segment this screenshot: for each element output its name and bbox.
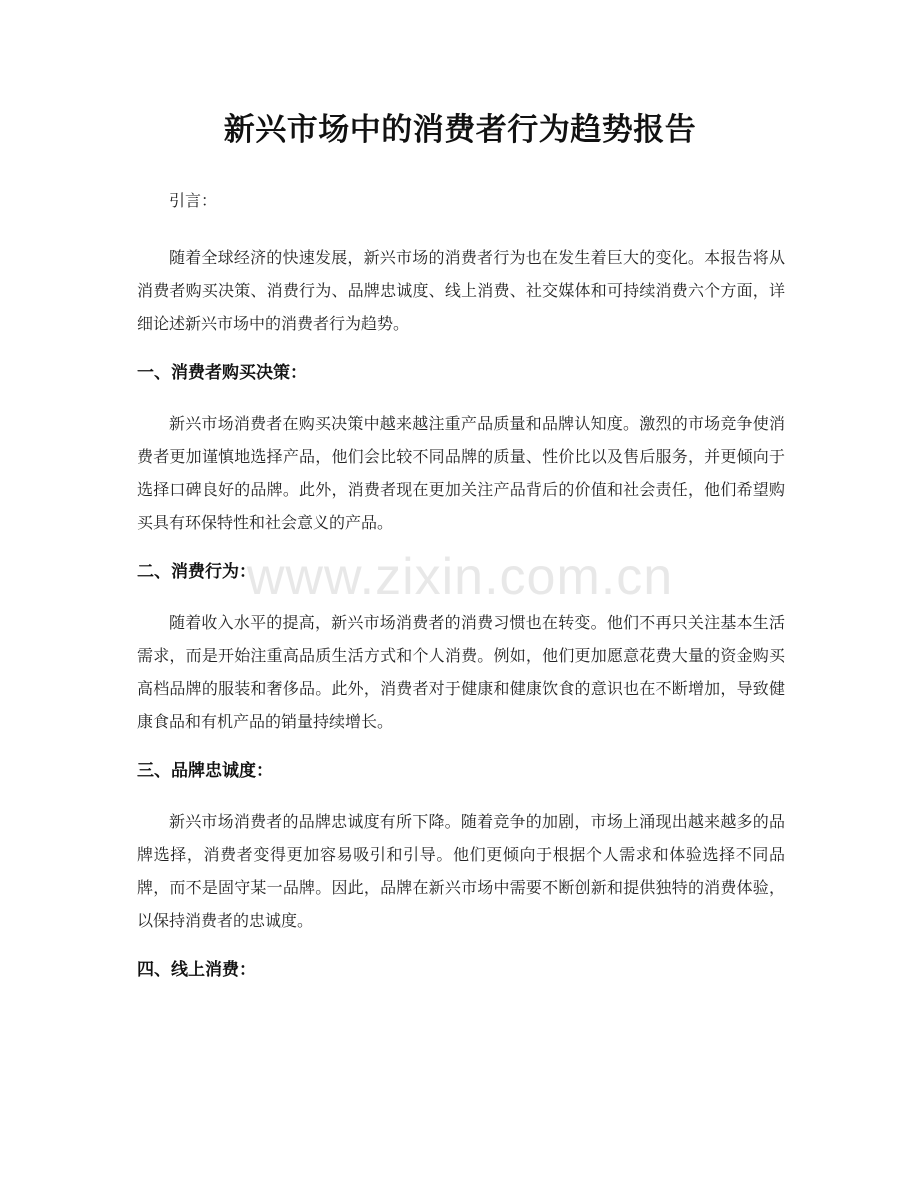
section-body-1: 新兴市场消费者在购买决策中越来越注重产品质量和品牌认知度。激烈的市场竞争使消费者更加谨慎地选择产品，他们会比较不同品牌的质量、性价比以及售后服务，并更倾向于选择口碑良好的品牌。此外，消费者现在更加关注产品背后的价值和社会责任，他们希望购买具有环保特性和社会意义的产品。 xyxy=(137,414,785,532)
section-heading-2: 二、消费行为： xyxy=(137,562,256,582)
section-body-2: 随着收入水平的提高，新兴市场消费者的消费习惯也在转变。他们不再只关注基本生活需求，而是开始注重高品质生活方式和个人消费。例如，他们更加愿意花费大量的资金购买高档品牌的服装和奢侈品。此外，消费者对于健康和健康饮食的意识也在不断增加，导致健康食品和有机产品的销量持续增长。 xyxy=(137,613,785,731)
section-heading-1: 一、消费者购买决策： xyxy=(137,363,307,383)
document-title: 新兴市场中的消费者行为趋势报告 xyxy=(223,112,697,148)
document-body xyxy=(137,184,785,1004)
watermark-text: www.zixin.com.cn xyxy=(246,548,674,606)
section-body-3: 新兴市场消费者的品牌忠诚度有所下降。随着竞争的加剧，市场上涌现出越来越多的品牌选择，消费者变得更加容易吸引和引导。他们更倾向于根据个人需求和体验选择不同品牌，而不是固守某一品牌。因此，品牌在新兴市场中需要不断创新和提供独特的消费体验，以保持消费者的忠诚度。 xyxy=(137,812,785,930)
intro-paragraph: 随着全球经济的快速发展，新兴市场的消费者行为也在发生着巨大的变化。本报告将从消费者购买决策、消费行为、品牌忠诚度、线上消费、社交媒体和可持续消费六个方面，详细论述新兴市场中的消费者行为趋势。 xyxy=(137,248,785,333)
intro-label: 引言： xyxy=(169,191,218,210)
section-heading-4: 四、线上消费： xyxy=(137,960,256,980)
section-heading-3: 三、品牌忠诚度： xyxy=(137,761,273,781)
